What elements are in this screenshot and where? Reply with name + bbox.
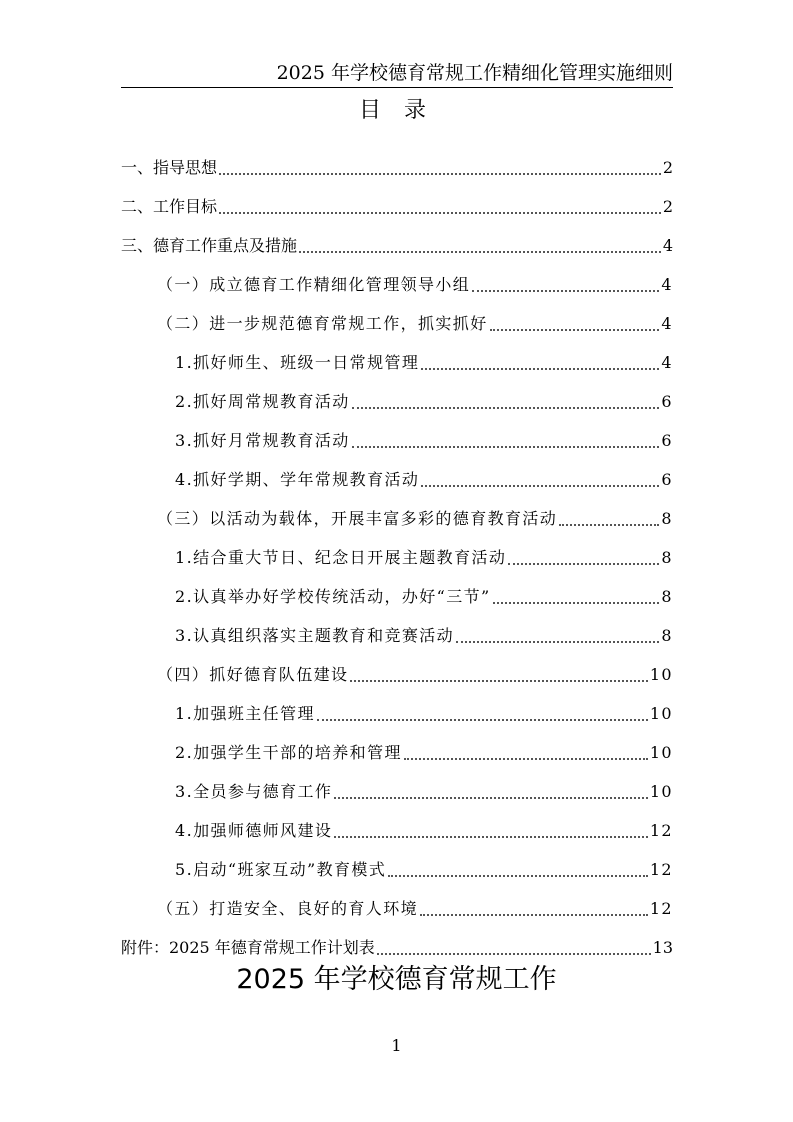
toc-entry-label: 2.加强学生干部的培养和管理: [175, 743, 402, 762]
toc-entry[interactable]: [121, 452, 673, 491]
toc-entry[interactable]: [121, 686, 673, 725]
toc-entry[interactable]: [121, 257, 673, 296]
toc-entry-label: 一、指导思想: [121, 158, 218, 177]
dot-leader: [420, 914, 648, 916]
toc-entry-label: 1.抓好师生、班级一日常规管理: [175, 353, 420, 372]
toc-entry-label: 附件：2025 年德育常规工作计划表: [121, 938, 375, 957]
toc-entry-label: 5.启动“班家互动”教育模式: [175, 860, 387, 879]
toc-entry-label: 1.加强班主任管理: [175, 704, 315, 723]
dot-leader: [219, 212, 661, 214]
dot-leader: [421, 485, 659, 487]
dot-leader: [352, 446, 660, 448]
dot-leader: [456, 641, 659, 643]
toc-entry[interactable]: [121, 920, 673, 959]
toc-entry[interactable]: [121, 842, 673, 881]
toc-entry[interactable]: [121, 725, 673, 764]
dot-leader: [352, 407, 660, 409]
page-number: 1: [391, 1036, 402, 1055]
toc-entry-page: 10: [649, 704, 673, 723]
dot-leader: [493, 602, 660, 604]
toc-entry-label: 1.结合重大节日、纪念日开展主题教育活动: [175, 548, 507, 567]
dot-leader: [421, 368, 659, 370]
toc-entry[interactable]: [121, 491, 673, 530]
dot-leader: [334, 836, 648, 838]
toc-entry-page: 8: [661, 509, 673, 528]
toc-entry-label: 4.加强师德师风建设: [175, 821, 333, 840]
dot-leader: [334, 797, 648, 799]
toc-entry[interactable]: [121, 296, 673, 335]
toc-entry-page: 12: [649, 821, 673, 840]
dot-leader: [317, 719, 648, 721]
toc-entry-page: 12: [649, 899, 673, 918]
toc-entry-page: 8: [661, 626, 673, 645]
toc-entry[interactable]: [121, 881, 673, 920]
dot-leader: [388, 875, 648, 877]
toc-entry[interactable]: [121, 569, 673, 608]
toc-entry[interactable]: [121, 803, 673, 842]
table-of-contents: [121, 140, 673, 959]
dot-leader: [219, 173, 661, 175]
toc-entry-page: 4: [662, 236, 673, 255]
dot-leader: [508, 563, 659, 565]
dot-leader: [350, 680, 647, 682]
toc-entry-page: 10: [649, 665, 673, 684]
toc-entry-page: 2: [662, 197, 673, 216]
toc-entry-page: 8: [661, 548, 673, 567]
toc-entry[interactable]: [121, 647, 673, 686]
toc-entry-page: 6: [661, 431, 673, 450]
toc-entry-page: 8: [661, 587, 673, 606]
running-header: 2025 年学校德育常规工作精细化管理实施细则: [276, 62, 673, 84]
toc-entry-label: （四）抓好德育队伍建设: [157, 665, 349, 684]
toc-entry[interactable]: [121, 608, 673, 647]
toc-entry-page: 4: [661, 314, 673, 333]
dot-leader: [299, 251, 661, 253]
dot-leader: [404, 758, 648, 760]
toc-entry[interactable]: [121, 179, 673, 218]
dot-leader: [377, 953, 651, 955]
toc-entry[interactable]: [121, 374, 673, 413]
toc-entry-label: 3.认真组织落实主题教育和竞赛活动: [175, 626, 455, 645]
toc-entry[interactable]: [121, 335, 673, 374]
toc-entry-label: 4.抓好学期、学年常规教育活动: [175, 470, 420, 489]
toc-entry-label: 二、工作目标: [121, 197, 218, 216]
toc-entry-label: （三）以活动为载体，开展丰富多彩的德育教育活动: [157, 509, 558, 528]
document-heading: 2025 年学校德育常规工作: [236, 964, 557, 995]
dot-leader: [490, 329, 660, 331]
toc-entry[interactable]: [121, 140, 673, 179]
toc-title: 目 录: [359, 98, 434, 123]
toc-entry-label: 2.认真举办好学校传统活动，办好“三节”: [175, 587, 491, 606]
toc-entry-label: 2.抓好周常规教育活动: [175, 392, 350, 411]
toc-entry-page: 6: [661, 392, 673, 411]
toc-entry-label: 三、德育工作重点及措施: [121, 236, 298, 255]
toc-entry[interactable]: [121, 218, 673, 257]
toc-entry-page: 10: [649, 782, 673, 801]
toc-entry-label: （一）成立德育工作精细化管理领导小组: [157, 275, 471, 294]
toc-entry[interactable]: [121, 764, 673, 803]
dot-leader: [472, 290, 659, 292]
toc-entry-page: 10: [649, 743, 673, 762]
toc-entry-label: 3.全员参与德育工作: [175, 782, 333, 801]
toc-entry-page: 6: [661, 470, 673, 489]
toc-entry-label: （二）进一步规范德育常规工作，抓实抓好: [157, 314, 488, 333]
toc-entry-page: 13: [652, 938, 673, 957]
header-divider: [121, 87, 673, 88]
toc-entry[interactable]: [121, 413, 673, 452]
toc-entry-page: 4: [661, 353, 673, 372]
toc-entry-label: 3.抓好月常规教育活动: [175, 431, 350, 450]
toc-entry-page: 12: [649, 860, 673, 879]
toc-entry[interactable]: [121, 530, 673, 569]
dot-leader: [559, 524, 659, 526]
toc-entry-label: （五）打造安全、良好的育人环境: [157, 899, 419, 918]
toc-entry-page: 2: [662, 158, 673, 177]
toc-entry-page: 4: [661, 275, 673, 294]
